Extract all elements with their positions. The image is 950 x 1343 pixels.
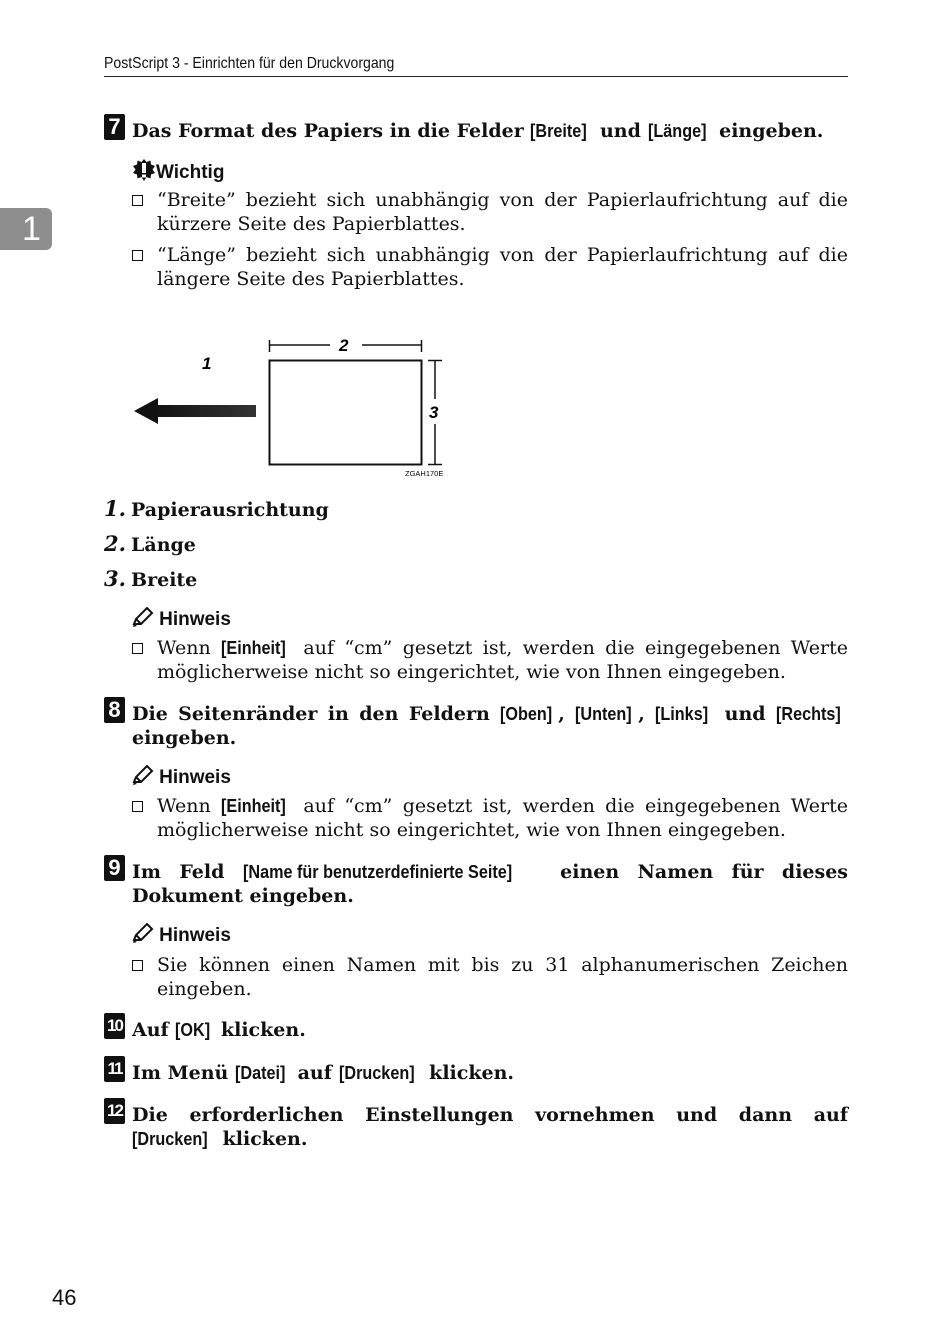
important-item-2-text: “Länge” bezieht sich unabhängig von der Papierlaufrichtung auf die längere Seite des Papierblattes.	[157, 244, 848, 290]
checkbox-bullet-icon	[132, 195, 143, 206]
step-12-number: 12	[104, 1098, 125, 1124]
ui-label-breite: [Breite]	[530, 121, 588, 141]
legend-item-2	[104, 531, 196, 556]
pencil-icon	[132, 923, 154, 943]
note-3-title: Hinweis	[159, 925, 231, 946]
paper-direction-arrow	[134, 398, 256, 424]
step-9-pre: Im Feld	[132, 861, 243, 883]
step-7-post: eingeben.	[712, 120, 824, 142]
step-9-text	[132, 860, 848, 908]
ui-label-custom-page-name: [Name für benutzerdefinierte Seite]	[242, 862, 512, 882]
pencil-icon	[132, 607, 154, 627]
pencil-icon	[132, 765, 154, 785]
paper-orientation-diagram	[130, 332, 450, 482]
ui-label-rechts: [Rechts]	[776, 704, 841, 724]
step-8-pre: Die Seitenränder in den Feldern	[132, 703, 501, 725]
checkbox-bullet-icon	[132, 643, 143, 654]
step-7-text	[132, 119, 848, 143]
ui-label-ok: [OK]	[175, 1020, 211, 1040]
step-10-text	[132, 1018, 306, 1042]
ui-label-datei: [Datei]	[234, 1063, 286, 1083]
step-9-number: 9	[104, 855, 125, 881]
note-2-title: Hinweis	[159, 767, 231, 788]
ui-label-unten: [Unten]	[575, 704, 632, 724]
step-8-mid: und	[714, 703, 776, 725]
step-8-text	[132, 702, 848, 750]
ui-label-einheit: [Einheit]	[221, 796, 286, 816]
step-7-pre: Das Format des Papiers in die Felder	[132, 120, 531, 142]
legend-item-3-number: 3.	[104, 566, 126, 591]
important-item-1	[132, 188, 848, 236]
legend-item-3	[104, 566, 197, 591]
note-1-text	[132, 636, 848, 684]
step-7-mid: und	[593, 120, 648, 142]
note-2-post: auf “cm” gesetzt ist, werden die eingegebenen Werte möglicherweise nicht so eingerichtet, wie von Ihnen eingegeben.	[157, 795, 848, 841]
paper-sheet	[270, 361, 422, 465]
ui-label-links: [Links]	[655, 704, 709, 724]
legend-item-2-number: 2.	[104, 531, 126, 556]
note-2-item	[132, 794, 848, 842]
ui-label-laenge: [Länge]	[647, 121, 707, 141]
step-10-post: klicken.	[214, 1019, 306, 1041]
step-11-pre: Im Menü	[132, 1062, 235, 1084]
note-1-heading	[132, 607, 231, 631]
running-header: PostScript 3 - Einrichten für den Druckvorgang	[104, 55, 395, 72]
figure-code: ZGAH170E	[405, 469, 444, 478]
legend-item-3-text: Breite	[131, 569, 198, 591]
note-1-post: auf “cm” gesetzt ist, werden die eingegebenen Werte möglicherweise nicht so eingerichtet, wie von Ihnen eingegeben.	[157, 637, 848, 683]
ui-label-einheit: [Einheit]	[221, 638, 286, 658]
note-3-heading	[132, 923, 231, 947]
note-2-pre: Wenn	[157, 795, 222, 817]
chapter-tab	[0, 208, 52, 250]
ui-label-drucken: [Drucken]	[132, 1129, 208, 1149]
note-3-text: Sie können einen Namen mit bis zu 31 alphanumerischen Zeichen eingeben.	[157, 954, 848, 1000]
note-1-pre: Wenn	[157, 637, 222, 659]
step-9-post: einen Namen für dieses Dokument eingeben.	[132, 861, 848, 907]
important-icon	[132, 158, 156, 182]
step-7-number: 7	[104, 114, 125, 140]
important-item-1-text: “Breite” bezieht sich unabhängig von der Papierlaufrichtung auf die kürzere Seite des Papierblattes.	[157, 189, 848, 235]
important-item-2	[132, 243, 848, 291]
legend-item-1-text: Papierausrichtung	[131, 499, 329, 521]
note-1-item	[132, 636, 848, 684]
chapter-tab-number: 1	[22, 210, 41, 248]
legend-item-2-text: Länge	[131, 534, 196, 556]
header-rule	[104, 76, 848, 77]
ui-label-oben: [Oben]	[500, 704, 553, 724]
ui-label-drucken: [Drucken]	[338, 1063, 415, 1083]
figure-label-3: 3	[429, 403, 439, 422]
note-2-heading	[132, 765, 231, 789]
figure-label-2: 2	[339, 336, 349, 355]
note-1-title: Hinweis	[159, 609, 231, 630]
legend-item-1	[104, 496, 329, 521]
checkbox-bullet-icon	[132, 801, 143, 812]
checkbox-bullet-icon	[132, 250, 143, 261]
checkbox-bullet-icon	[132, 960, 143, 971]
step-10-number: 10	[104, 1013, 125, 1039]
step-8-sep2: ,	[638, 703, 656, 725]
note-3-item	[132, 953, 848, 1001]
note-2-text	[132, 794, 848, 842]
page-number: 46	[52, 1285, 77, 1310]
step-8-sep1: ,	[558, 703, 576, 725]
step-8-post: eingeben.	[132, 727, 237, 749]
legend-item-1-number: 1.	[104, 496, 126, 521]
step-11-post: klicken.	[422, 1062, 515, 1084]
step-11-mid: auf	[291, 1062, 339, 1084]
step-12-pre: Die erforderlichen Einstellungen vornehmen und dann auf	[132, 1104, 848, 1126]
figure-label-1: 1	[202, 354, 212, 373]
step-12-post: klicken.	[216, 1128, 308, 1150]
important-title: Wichtig	[156, 162, 225, 183]
step-8-number: 8	[104, 697, 125, 723]
step-11-number: 11	[104, 1056, 125, 1082]
step-11-text	[132, 1061, 514, 1085]
step-12-text	[132, 1103, 848, 1151]
important-heading	[132, 158, 224, 184]
step-10-pre: Auf	[132, 1019, 176, 1041]
